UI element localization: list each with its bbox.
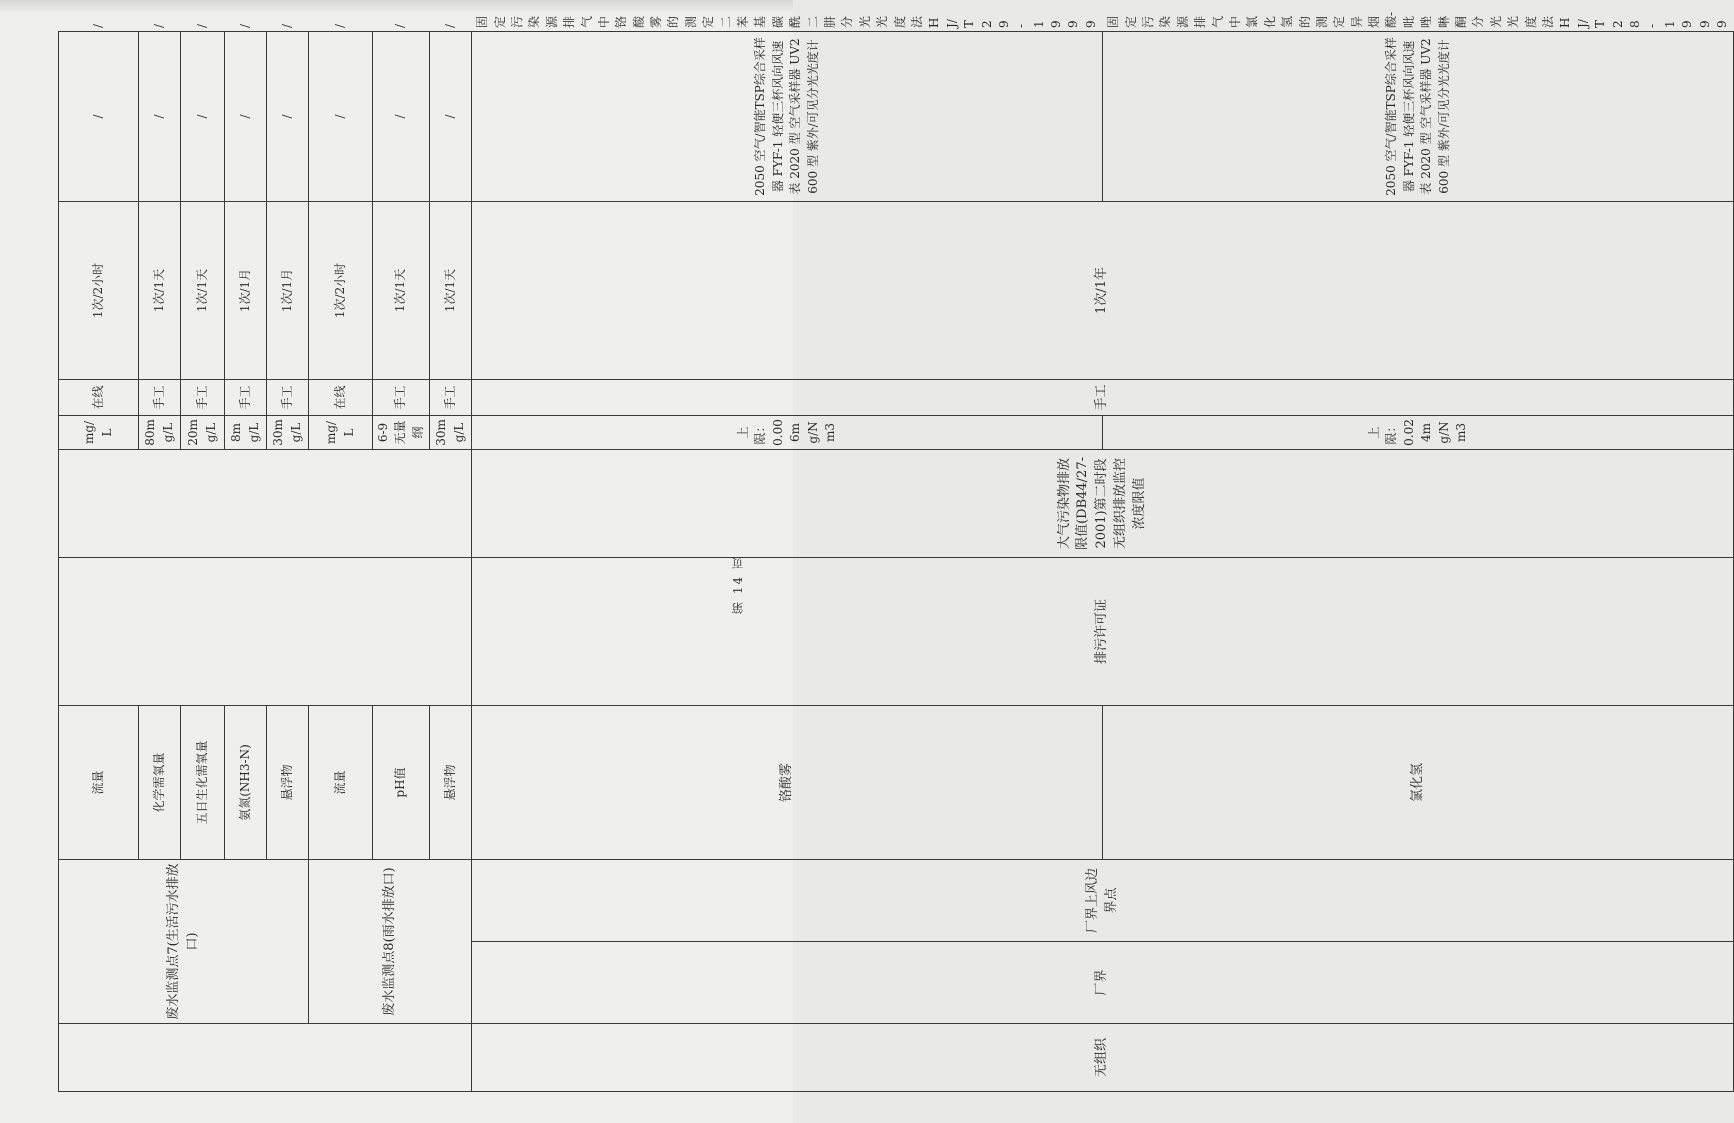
method-cell: 手工 (472, 379, 1734, 415)
table-row: 废水监测点8(雨水排放口) 流量 mg/L 在线 1次/2小时 / / (309, 31, 373, 1091)
item-cell: 化学需氧量 (139, 705, 181, 859)
basis-cell-continued (59, 557, 472, 705)
page-number: 第 14 页 (731, 555, 745, 614)
equipment-cell: / (309, 31, 373, 201)
standard-cell: 大气污染物排放限值(DB44/27-2001)第二时段无组织排放监控浓度限值 (472, 449, 1734, 557)
standard-cell-continued (59, 449, 472, 557)
table-row: 氯化氢 上限：0.024mg/Nm3 2050 空气/智能TSP综合采样器 FYF-1 轻便三杯风向风速表 2020 型 空气采样器 UV2600 型 紫外/可见分光光度计 固定污染源排气中氯化氢的测定 异烟酸-吡唑啉酮分光光度法 HJ/T 28-1999 (1103, 31, 1734, 1091)
item-cell: 流量 (309, 705, 373, 859)
equipment-cell: 2050 空气/智能TSP综合采样器 FYF-1 轻便三杯风向风速表 2020 型 空气采样器 UV2600 型 紫外/可见分光光度计 (472, 31, 1103, 201)
table-row: 氨氮(NH3-N) 8mg/L 手工 1次/1月 / / (225, 31, 267, 1091)
equipment-cell: / (181, 31, 225, 201)
basis-cell: 排污许可证 (472, 557, 1734, 705)
limit-cell: 6-9无量纲 (373, 415, 430, 449)
method-cell: 手工 (430, 379, 472, 415)
equipment-cell: / (59, 31, 139, 201)
equipment-cell: / (267, 31, 309, 201)
item-cell: 氯化氢 (1103, 705, 1734, 859)
boundary-cell: 厂界 (472, 942, 1734, 1024)
equipment-cell: / (139, 31, 181, 201)
equipment-cell: / (373, 31, 430, 201)
monitoring-table (58, 11, 1734, 1092)
item-cell: 悬浮物 (430, 705, 472, 859)
site-cell: 厂界上风边界点 (472, 859, 1734, 941)
method-cell: 手工 (267, 379, 309, 415)
group-cell-continued (59, 1024, 472, 1092)
table-row: 悬浮物 30mg/L 手工 1次/1天 / / (430, 31, 472, 1091)
freq-cell: 1次/1天 (139, 201, 181, 379)
method-cell: 手工 (373, 379, 430, 415)
equipment-cell: / (225, 31, 267, 201)
freq-cell: 1次/1天 (430, 201, 472, 379)
scan-shadow (0, 0, 793, 14)
freq-cell: 1次/2小时 (309, 201, 373, 379)
table-row: 悬浮物 30mg/L 手工 1次/1月 / / (267, 31, 309, 1091)
item-cell: pH值 (373, 705, 430, 859)
site-cell: 废水监测点7(生活污水排放口) (59, 859, 309, 1023)
item-cell: 五日生化需氧量 (181, 705, 225, 859)
freq-cell: 1次/1天 (181, 201, 225, 379)
limit-cell: mg/L (59, 415, 139, 449)
freq-cell: 1次/2小时 (59, 201, 139, 379)
equipment-cell: / (430, 31, 472, 201)
limit-cell: 30mg/L (267, 415, 309, 449)
method-cell: 手工 (181, 379, 225, 415)
method-cell: 在线 (309, 379, 373, 415)
item-cell: 氨氮(NH3-N) (225, 705, 267, 859)
limit-cell: 上限：0.024mg/Nm3 (1103, 415, 1734, 449)
limit-cell: 20mg/L (181, 415, 225, 449)
limit-cell: 30mg/L (430, 415, 472, 449)
item-cell: 铬酸雾 (472, 705, 1103, 859)
limit-cell: 80mg/L (139, 415, 181, 449)
freq-cell: 1次/1天 (373, 201, 430, 379)
site-cell: 废水监测点8(雨水排放口) (309, 859, 472, 1023)
item-cell: 流量 (59, 705, 139, 859)
limit-cell: 8mg/L (225, 415, 267, 449)
table-row: 无组织 厂界 厂界上风边界点 铬酸雾 排污许可证 大气污染物排放限值(DB44/27-2001)第二时段无组织排放监控浓度限值 上限：0.006mg/Nm3 手工 1次/1年 2050 空气/智能TSP综合采样器 FYF-1 轻便三杯风向风速表 2020 型 空气采样器 UV2600 型 紫外/可见分光光度计 固定污染源排气中铬酸雾的测定 二苯基碳酰二肼分光光度法 HJ/T 29-1999 (472, 31, 1103, 1091)
table-row: pH值 6-9无量纲 手工 1次/1天 / / (373, 31, 430, 1091)
limit-cell: 上限：0.006mg/Nm3 (472, 415, 1103, 449)
table-row: 废水监测点7(生活污水排放口) 流量 mg/L 在线 1次/2小时 / / (59, 31, 139, 1091)
freq-cell: 1次/1月 (267, 201, 309, 379)
freq-cell: 1次/1月 (225, 201, 267, 379)
equipment-cell: 2050 空气/智能TSP综合采样器 FYF-1 轻便三杯风向风速表 2020 型 空气采样器 UV2600 型 紫外/可见分光光度计 (1103, 31, 1734, 201)
method-cell: 手工 (139, 379, 181, 415)
limit-cell: mg/L (309, 415, 373, 449)
table-row: 五日生化需氧量 20mg/L 手工 1次/1天 / / (181, 31, 225, 1091)
rotated-table-area (58, 11, 1729, 1092)
method-cell: 在线 (59, 379, 139, 415)
freq-cell: 1次/1年 (472, 201, 1734, 379)
method-cell: 手工 (225, 379, 267, 415)
group-cell: 无组织 (472, 1024, 1734, 1092)
table-row: 化学需氧量 80mg/L 手工 1次/1天 / / (139, 31, 181, 1091)
item-cell: 悬浮物 (267, 705, 309, 859)
